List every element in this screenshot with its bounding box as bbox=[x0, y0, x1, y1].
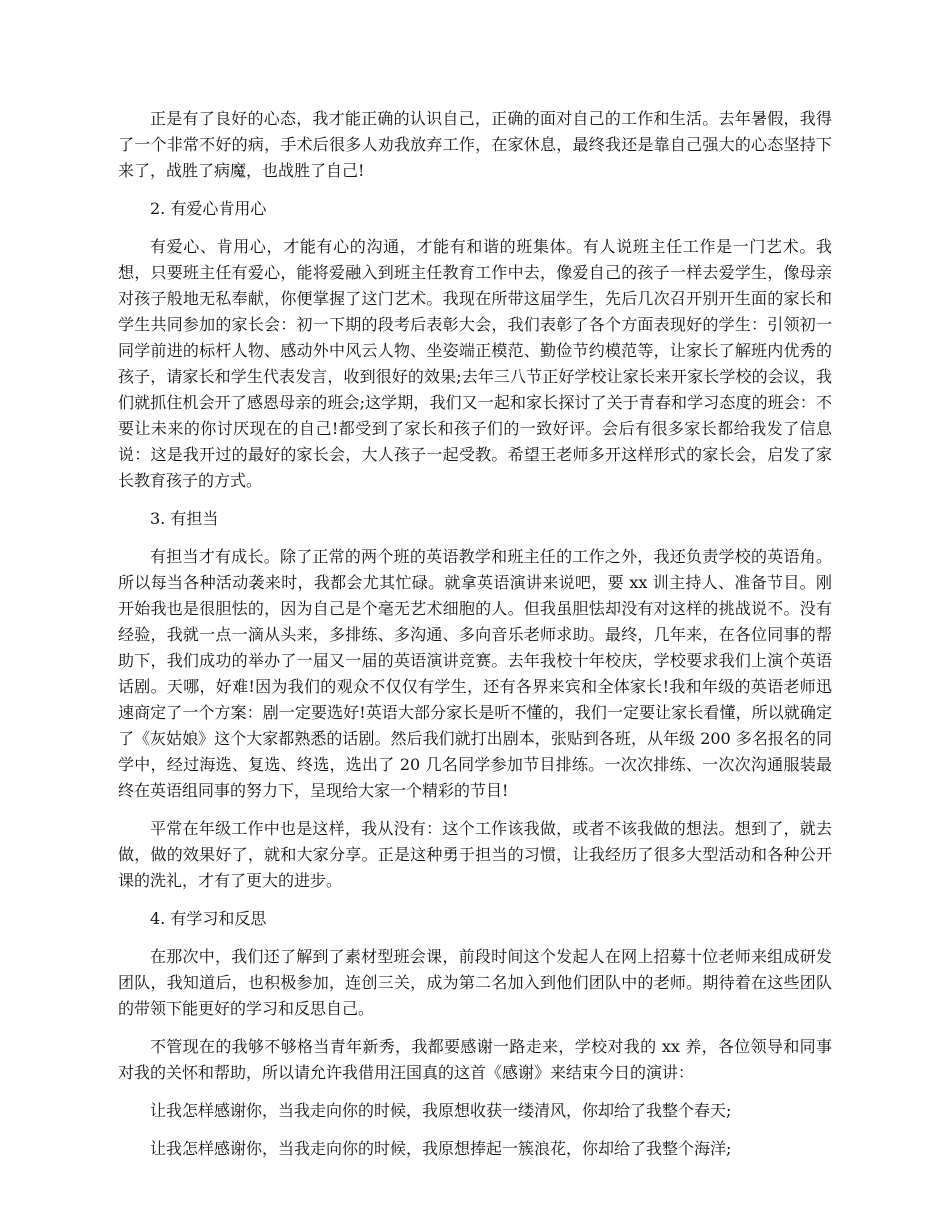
document-page bbox=[118, 106, 832, 1174]
paragraph-learning-reflection: 在那次中，我们还了解到了素材型班会课，前段时间这个发起人在网上招募十位老师来组成研发团队，我知道后，也积极参加，连创三关，成为第二名加入到他们团队中的老师。期待着在这些团队的带领下能更好的学习和反思自己。 bbox=[118, 947, 832, 1018]
paragraph-mindset: 正是有了良好的心态，我才能正确的认识自己，正确的面对自己的工作和生活。去年暑假，我得了一个非常不好的病，手术后很多人劝我放弃工作，在家休息，最终我还是靠自己强大的心态坚持下来了，战胜了病魔，也战胜了自己! bbox=[118, 109, 832, 180]
poem-line-ocean: 让我怎样感谢你，当我走向你的时候，我原想捧起一簇浪花，你却给了我整个海洋; bbox=[150, 1139, 732, 1158]
paragraph-grade-work: 平常在年级工作中也是这样，我从没有：这个工作该我做，或者不该我做的想法。想到了，就去做，做的效果好了，就和大家分享。正是这种勇于担当的习惯，让我经历了很多大型活动和各种公开课的洗礼，才有了更大的进步。 bbox=[118, 819, 832, 890]
paragraph-love-and-care: 有爱心、肯用心，才能有心的沟通，才能有和谐的班集体。有人说班主任工作是一门艺术。我想，只要班主任有爱心，能将爱融入到班主任教育工作中去，像爱自己的孩子一样去爱学生，像母亲对孩子般地无私奉献，你便掌握了这门艺术。我现在所带这届学生，先后几次召开别开生面的家长和学生共同参加的家长会：初一下期的段考后表彰大会，我们表彰了各个方面表现好的学生：引领初一同学前进的标杆人物、感动外中风云人物、坐姿端正模范、勤俭节约模范等，让家长了解班内优秀的孩子，请家长和学生代表发言，收到很好的效果;去年三八节正好学校让家长来开家长学校的会议，我们就抓住机会开了感恩母亲的班会;这学期，我们又一起和家长探讨了关于青春和学习态度的班会：不要让未来的你讨厌现在的自己!都受到了家长和孩子们的一致好评。会后有很多家长都给我发了信息说：这是我开过的最好的家长会，大人孩子一起受教。希望王老师多开这样形式的家长会，启发了家长教育孩子的方式。 bbox=[118, 237, 832, 490]
paragraph-thanks: 不管现在的我够不够格当青年新秀，我都要感谢一路走来，学校对我的 xx 养，各位领导和同事对我的关怀和帮助，所以请允许我借用汪国真的这首《感谢》来结束今日的演讲： bbox=[118, 1037, 832, 1082]
paragraph-responsibility: 有担当才有成长。除了正常的两个班的英语教学和班主任的工作之外，我还负责学校的英语角。所以每当各种活动袭来时，我都会尤其忙碌。就拿英语演讲来说吧，要 xx 训主持人、准备节目。刚开始我也是很胆怯的，因为自己是个毫无艺术细胞的人。但我虽胆怯却没有对这样的挑战说不。没有经验，我就一点一滴从头来，多排练、多沟通、多向音乐老师求助。最终，几年来，在各位同事的帮助下，我们成功的举办了一届又一届的英语演讲竞赛。去年我校十年校庆，学校要求我们上演个英语话剧。天哪，好难!因为我们的观众不仅仅有学生，还有各界来宾和全体家长!我和年级的英语老师迅速商定了一个方案：剧一定要选好!英语大部分家长是听不懂的，我们一定要让家长看懂，所以就确定了《灰姑娘》这个大家都熟悉的话剧。然后我们就打出剧本，张贴到各班，从年级 200 多名报名的同学中，经过海选、复选、终选，选出了 20 几名同学参加节目排练。一次次排练、一次次沟通服装最终在英语组同事的努力下，呈现给大家一个精彩的节目! bbox=[118, 547, 832, 800]
heading-love-and-care: 2. 有爱心肯用心 bbox=[150, 199, 267, 218]
heading-responsibility: 3. 有担当 bbox=[150, 509, 219, 528]
poem-line-spring: 让我怎样感谢你，当我走向你的时候，我原想收获一缕清风，你却给了我整个春天; bbox=[150, 1101, 732, 1120]
heading-learning-reflection: 4. 有学习和反思 bbox=[150, 909, 267, 928]
